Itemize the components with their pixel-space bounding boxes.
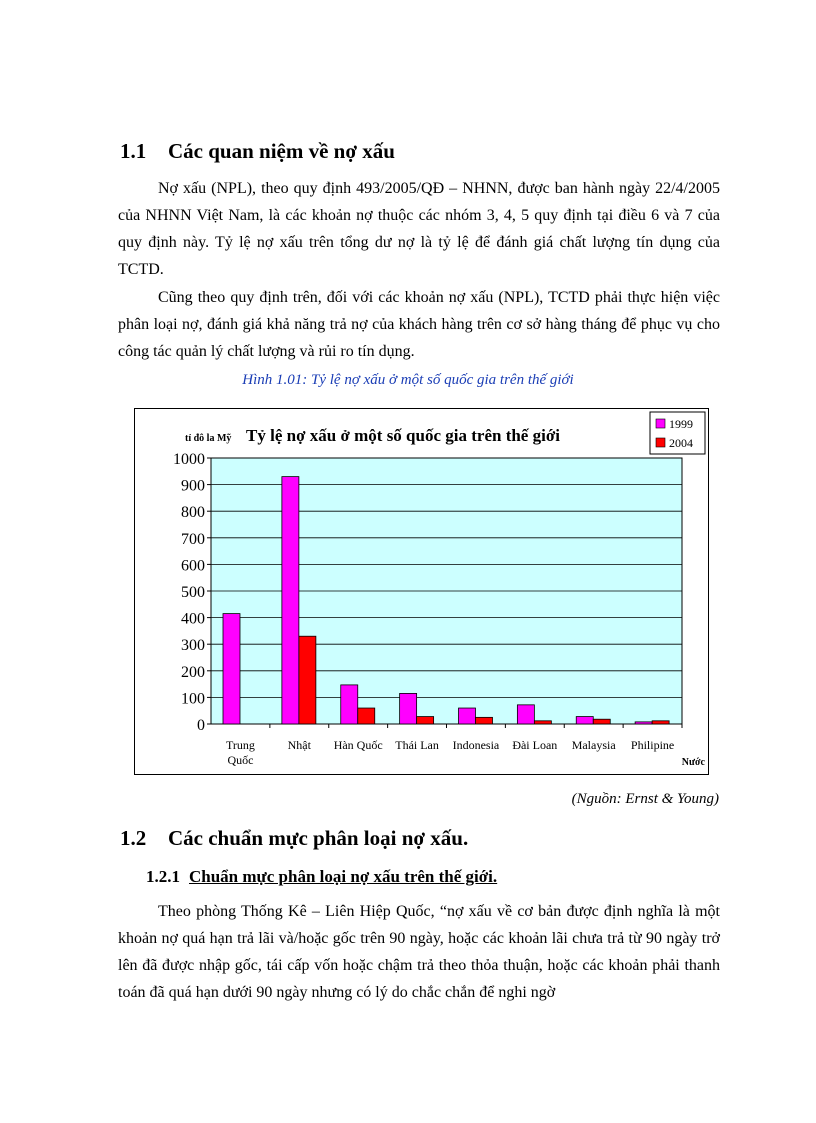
bar-1999 — [576, 717, 593, 724]
x-tick-labels — [226, 738, 674, 767]
x-tick-label: Trung Quốc — [225, 738, 255, 767]
y-tick-label: 700 — [181, 530, 205, 548]
y-tick-label: 100 — [181, 690, 205, 708]
y-tick-label: 400 — [181, 610, 205, 628]
y-tick-label: 200 — [181, 663, 205, 681]
y-axis-label: tỉ đô la Mỹ — [185, 433, 232, 444]
figure-source: (Nguồn: Ernst & Young) — [571, 791, 719, 807]
y-tick-labels — [173, 451, 205, 734]
section-1-1-heading — [120, 139, 395, 164]
x-tick-label: Đài Loan — [512, 738, 558, 752]
y-tick-label: 600 — [181, 557, 205, 575]
bar-1999 — [517, 705, 534, 724]
subsection-1-2-1-heading — [146, 867, 497, 887]
x-tick-label: Hàn Quốc — [333, 738, 383, 752]
bar-1999 — [400, 693, 417, 724]
section-1-2-heading — [120, 826, 468, 851]
bar-1999 — [223, 614, 240, 724]
bar-2004 — [593, 719, 610, 724]
y-tick-label: 900 — [181, 477, 205, 495]
y-tick-label: 1000 — [173, 451, 205, 468]
x-tick-label: Malaysia — [571, 738, 616, 752]
bar-2004 — [417, 717, 434, 724]
chart-title: Tỷ lệ nợ xấu ở một số quốc gia trên thế giới — [246, 426, 560, 445]
x-tick-label: Indonesia — [452, 738, 500, 752]
x-tick-label: Philipine — [630, 738, 675, 752]
bar-1999 — [459, 708, 476, 724]
paragraph-npl-definition: Nợ xấu (NPL), theo quy định 493/2005/QĐ – NHNN, được ban hành ngày 22/4/2005 của NHNN Việt Nam, là các khoản nợ thuộc các nhóm 3, 4, 5 quy định tại điều 6 và 7 của quy định này. Tỷ lệ nợ xấu trên tổng dư nợ là tỷ lệ để đánh giá chất lượng tín dụng của TCTD. — [118, 180, 720, 278]
y-tick-label: 0 — [197, 717, 205, 734]
y-tick-label: 800 — [181, 504, 205, 522]
paragraph-npl-classification: Cũng theo quy định trên, đối với các khoản nợ xấu (NPL), TCTD phải thực hiện việc phân loại nợ, đánh giá khả năng trả nợ của khách hàng trên cơ sở hàng tháng để phục vụ cho công tác quản lý chất lượng và rủi ro tín dụng. — [118, 289, 720, 360]
section-title: Các chuẩn mực phân loại nợ xấu. — [168, 826, 469, 850]
y-tick-label: 500 — [181, 584, 205, 601]
legend-swatch — [656, 438, 665, 447]
figure-caption: Hình 1.01: Tỷ lệ nợ xấu ở một số quốc gia trên thế giới — [242, 372, 574, 388]
subsection-title: Chuẩn mực phân loại nợ xấu trên thế giới. — [189, 867, 498, 886]
bar-1999 — [635, 722, 652, 724]
chart-svg — [135, 409, 708, 774]
section-number: 1.2 — [120, 826, 147, 850]
bar-1999 — [282, 477, 299, 724]
npl-bar-chart — [134, 408, 709, 775]
x-tick-label: Nhật — [287, 738, 311, 752]
section-number: 1.1 — [120, 139, 147, 163]
x-tick-label: Thái Lan — [395, 738, 439, 752]
bar-2004 — [534, 721, 551, 724]
paragraph-un-definition: Theo phòng Thống Kê – Liên Hiệp Quốc, “nợ xấu về cơ bản được định nghĩa là một khoản nợ quá hạn trả lãi và/hoặc gốc trên 90 ngày, hoặc các khoản lãi chưa trả từ 90 ngày trở lên đã được nhập gốc, tái cấp vốn hoặc chậm trả theo thỏa thuận, hoặc các khoản phải thanh toán đã quá hạn dưới 90 ngày nhưng có lý do chắc chắn để nghi ngờ — [118, 903, 720, 1001]
legend-label: 2004 — [669, 436, 693, 450]
subsection-number: 1.2.1 — [146, 867, 180, 886]
legend — [650, 412, 705, 454]
bar-2004 — [652, 721, 669, 724]
section-title: Các quan niệm về nợ xấu — [168, 139, 395, 163]
bar-1999 — [341, 685, 358, 724]
y-tick-label: 300 — [181, 637, 205, 655]
x-axis-label: Nước — [681, 757, 705, 768]
bar-2004 — [476, 717, 493, 724]
legend-swatch — [656, 419, 665, 428]
bar-2004 — [299, 636, 316, 724]
bar-2004 — [358, 708, 375, 724]
legend-label: 1999 — [669, 417, 693, 431]
